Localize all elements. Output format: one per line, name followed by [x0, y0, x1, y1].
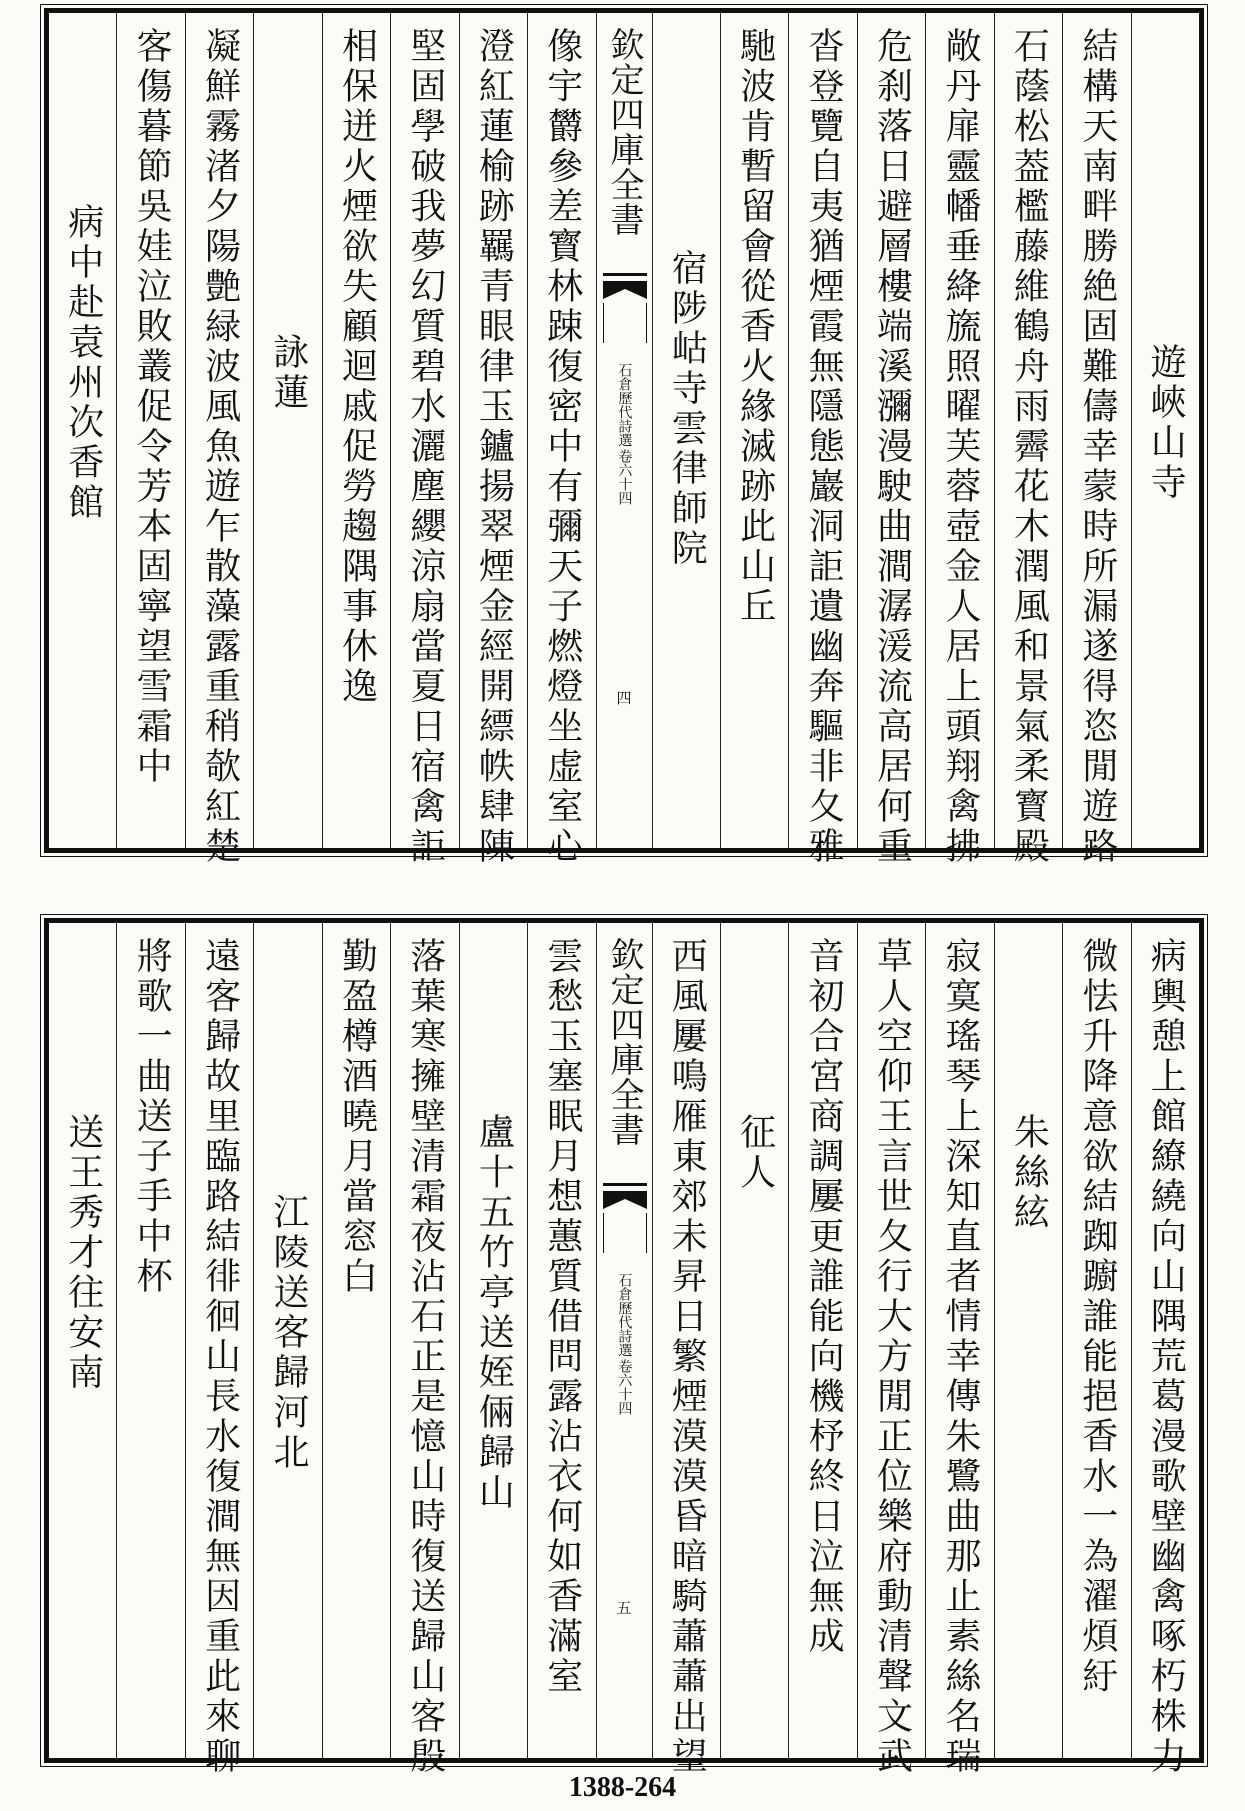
poem-line: 澄紅蓮榆跡羈青眼律玉鑪揚翠煙金經開縹帙肆陳: [473, 27, 515, 867]
poem-line: 音初合宮商調屢更誰能向機杼終日泣無成: [803, 937, 845, 1657]
poem-line: 危刹落日避層樓端溪瀰漫駛曲澗潺湲流高居何重: [871, 27, 913, 867]
fishtail-mark-icon: [603, 273, 647, 343]
text-column: [720, 13, 788, 848]
poem-line: 落葉寒擁壁清霜夜沾石正是憶山時復送歸山客殷: [404, 937, 446, 1777]
text-column: [459, 13, 527, 867]
text-column: [390, 923, 458, 1777]
volume-info: [617, 1273, 632, 1415]
poem-line: 沓登覽自夷猶煙霞無隱態巖洞詎遺幽奔驅非夂雅: [803, 27, 845, 867]
top-page-frame: [44, 8, 1204, 867]
poem-title: 病中赴袁州次香館: [62, 203, 104, 523]
top-page-columns: [49, 13, 1199, 867]
poem-line: 病輿憩上館繚繞向山隅荒葛漫歌壁幽禽啄朽株力: [1145, 937, 1187, 1777]
volume-number: 卷六十四: [616, 1359, 633, 1415]
text-column: [1131, 923, 1199, 1777]
text-column: [994, 13, 1062, 867]
text-column: [652, 923, 720, 1777]
poem-line: 相保迸火煙欲失顧迴戚促勞趨隅事休逸: [336, 27, 378, 707]
text-column: [857, 13, 925, 867]
poem-line: 雲愁玉塞眠月想蕙質借問露沾衣何如香滿室: [541, 937, 583, 1697]
poem-title: 江陵送客歸河北: [268, 1193, 310, 1473]
collection-name: 石倉歷代詩選: [616, 1273, 633, 1357]
text-column: [1131, 13, 1199, 848]
text-column: [390, 13, 458, 867]
fold-center-column: [596, 923, 652, 1758]
bottom-page-frame: [44, 918, 1204, 1777]
fishtail-mark-icon: [603, 1183, 647, 1253]
text-column: [116, 923, 184, 1758]
poem-line: 微怯升降意欲結踟躕誰能挹香水一為濯煩紆: [1076, 937, 1118, 1697]
text-column: [652, 13, 720, 848]
volume-info: [617, 363, 632, 505]
text-column: [925, 923, 993, 1777]
poem-line: 敞丹扉靈幡垂絳旒照曜芙蓉壺金人居上頭翔禽拂: [939, 27, 981, 867]
text-column: [857, 923, 925, 1777]
text-column: [49, 13, 116, 848]
text-column: [322, 13, 390, 848]
text-column: [253, 13, 321, 848]
text-column: [1062, 13, 1130, 867]
poem-line: 結構天南畔勝絶固難儔幸蒙時所漏遂得恣閒遊路: [1076, 27, 1118, 867]
book-title: 欽定四庫全書: [604, 27, 644, 237]
text-column: [49, 923, 116, 1758]
text-column: [185, 923, 253, 1777]
poem-title: 征人: [734, 1113, 776, 1193]
poem-line: 堅固學破我夢幻質碧水灑塵纓涼扇當夏日宿禽詎: [404, 27, 446, 867]
poem-line: 草人空仰王言世夂行大方閒正位樂府動清聲文武: [871, 937, 913, 1777]
poem-line: 像宇欝參差寳林踈復密中有彌天子燃燈坐虚室心: [541, 27, 583, 867]
volume-number: 卷六十四: [616, 449, 633, 505]
text-column: [527, 13, 595, 867]
poem-line: 西風屢鳴雁東郊未昇日繁煙漠漠昏暗騎蕭蕭出望: [666, 937, 708, 1777]
poem-line: 凝鮮霧渚夕陽艶緑波風魚遊乍散藻露重稍欹紅楚: [199, 27, 241, 867]
text-column: [720, 923, 788, 1758]
bottom-page-columns: [49, 923, 1199, 1777]
text-column: [185, 13, 253, 867]
text-column: [116, 13, 184, 848]
text-column: [253, 923, 321, 1758]
text-column: [322, 923, 390, 1758]
poem-title: 盧十五竹亭送姪倆歸山: [473, 1113, 515, 1513]
scan-page-number: 1388-264: [568, 1772, 677, 1803]
poem-line: 石蔭松葢檻藤維鶴舟雨霽花木潤風和景氣柔寳殿: [1008, 27, 1050, 867]
text-column: [459, 923, 527, 1758]
text-column: [994, 923, 1062, 1758]
poem-title: 宿陟岵寺雲律師院: [666, 249, 708, 569]
poem-line: 勤盈樽酒曉月當窓白: [336, 937, 378, 1297]
poem-title: 詠蓮: [268, 333, 310, 413]
text-column: [788, 13, 856, 867]
text-column: [788, 923, 856, 1758]
text-column: [527, 923, 595, 1758]
leaf-number: 四: [616, 689, 632, 707]
poem-line: 將歌一曲送子手中杯: [131, 937, 173, 1297]
collection-name: 石倉歷代詩選: [616, 363, 633, 447]
fold-center-column: [596, 13, 652, 848]
book-title: 欽定四庫全書: [604, 937, 644, 1147]
poem-title: 送王秀才往安南: [62, 1113, 104, 1393]
text-column: [925, 13, 993, 867]
poem-title: 朱絲絃: [1008, 1113, 1050, 1233]
leaf-number: 五: [616, 1599, 632, 1617]
poem-line: 遠客歸故里臨路結徘徊山長水復澗無因重此來聊: [199, 937, 241, 1777]
poem-title: 遊峽山寺: [1145, 343, 1187, 503]
poem-line: 寂寞瑤琴上深知直者情幸傳朱鷺曲那止素絲名瑞: [939, 937, 981, 1777]
poem-line: 客傷暮節吳娃泣敗叢促令芳本固寧望雪霜中: [131, 27, 173, 787]
poem-line: 馳波肯暫留會從香火緣滅跡此山丘: [734, 27, 776, 627]
text-column: [1062, 923, 1130, 1758]
